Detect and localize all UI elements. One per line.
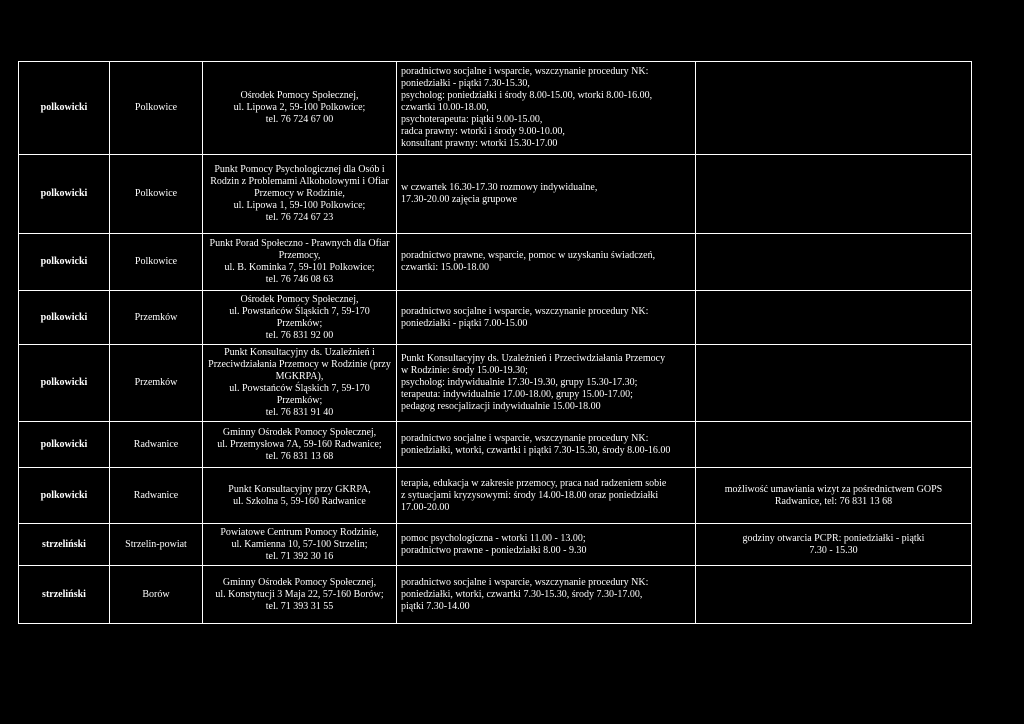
address-line: ul. Szkolna 5, 59-160 Radwanice bbox=[233, 495, 366, 507]
address-line: Ośrodek Pomocy Społecznej, bbox=[240, 293, 359, 305]
gmina-cell: Radwanice bbox=[110, 422, 203, 468]
offer-line: w Rodzinie: środy 15.00-19.30; bbox=[401, 365, 528, 376]
offer-line: poradnictwo socjalne i wsparcie, wszczynanie procedury NK: bbox=[401, 66, 649, 77]
gmina-cell: Przemków bbox=[110, 291, 203, 345]
table-row bbox=[19, 62, 972, 155]
gmina-cell: Polkowice bbox=[110, 234, 203, 291]
offer-line: poradnictwo prawne - poniedziałki 8.00 - 9.30 bbox=[401, 544, 587, 556]
offer-line: psychoterapeuta: piątki 9.00-15.00, bbox=[401, 114, 543, 125]
powiat-cell: polkowicki bbox=[19, 291, 110, 345]
offer-cell bbox=[397, 468, 696, 524]
offer-line: poradnictwo socjalne i wsparcie, wszczynanie procedury NK: bbox=[401, 305, 649, 317]
table-row bbox=[19, 524, 972, 566]
offer-line: konsultant prawny: wtorki 15.30-17.00 bbox=[401, 138, 558, 149]
address-line: tel. 76 831 92 00 bbox=[265, 329, 334, 341]
address-line: Powiatowe Centrum Pomocy Rodzinie, bbox=[220, 526, 379, 538]
address-cell bbox=[203, 234, 397, 291]
address-cell bbox=[203, 468, 397, 524]
address-cell bbox=[203, 291, 397, 345]
gmina-cell: Polkowice bbox=[110, 155, 203, 234]
offer-line: psycholog: poniedziałki i środy 8.00-15.00, wtorki 8.00-16.00, bbox=[401, 90, 653, 101]
powiat-cell: polkowicki bbox=[19, 155, 110, 234]
offer-cell bbox=[397, 422, 696, 468]
offer-line: poniedziałki - piątki 7.00-15.00 bbox=[401, 317, 528, 329]
powiat-cell: strzeliński bbox=[19, 524, 110, 566]
powiat-cell: polkowicki bbox=[19, 468, 110, 524]
notes-cell bbox=[696, 566, 972, 624]
notes-line: godziny otwarcia PCPR: poniedziałki - piątki bbox=[742, 532, 925, 544]
address-line: tel. 71 393 31 55 bbox=[265, 600, 334, 612]
offer-line: terapeuta: indywidualnie 17.00-18.00, grupy 15.00-17.00; bbox=[401, 389, 633, 400]
offer-line: poniedziałki, wtorki, czwartki 7.30-15.30, środy 7.30-17.00, bbox=[401, 588, 643, 600]
address-line: ul. B. Kominka 7, 59-101 Polkowice; bbox=[224, 262, 375, 273]
table-body bbox=[19, 62, 972, 624]
table-row bbox=[19, 345, 972, 422]
address-line: ul. Powstańców Śląskich 7, 59-170 Przemków; bbox=[229, 305, 370, 329]
offer-line: 17.00-20.00 bbox=[401, 501, 450, 513]
notes-cell bbox=[696, 422, 972, 468]
offer-line: poradnictwo socjalne i wsparcie, wszczynanie procedury NK: bbox=[401, 576, 649, 588]
address-line: ul. Lipowa 2, 59-100 Polkowice; bbox=[233, 102, 366, 113]
notes-line: Radwanice, tel: 76 831 13 68 bbox=[774, 495, 893, 507]
notes-cell bbox=[696, 524, 972, 566]
offer-line: pedagog resocjalizacji indywidualnie 15.00-18.00 bbox=[401, 401, 601, 412]
offer-line: czwartki 10.00-18.00, bbox=[401, 102, 489, 113]
offer-cell bbox=[397, 155, 696, 234]
address-line: Punkt Pomocy Psychologicznej dla Osób i Rodzin z Problemami Alkoholowymi i Ofiar Przemocy w Rodzinie, bbox=[210, 164, 389, 199]
table-row bbox=[19, 234, 972, 291]
table-row bbox=[19, 291, 972, 345]
address-line: tel. 71 392 30 16 bbox=[265, 550, 334, 562]
address-cell bbox=[203, 422, 397, 468]
help-points-table bbox=[18, 61, 972, 624]
address-line: tel. 76 724 67 23 bbox=[265, 212, 334, 223]
offer-line: poniedziałki, wtorki, czwartki i piątki 7.30-15.30, środy 8.00-16.00 bbox=[401, 444, 671, 456]
offer-line: czwartki: 15.00-18.00 bbox=[401, 262, 490, 273]
address-line: ul. Konstytucji 3 Maja 22, 57-160 Borów; bbox=[215, 588, 384, 600]
offer-line: radca prawny: wtorki i środy 9.00-10.00, bbox=[401, 126, 565, 137]
powiat-cell: polkowicki bbox=[19, 62, 110, 155]
offer-line: 17.30-20.00 zajęcia grupowe bbox=[401, 194, 518, 205]
address-line: tel. 76 831 91 40 bbox=[265, 407, 334, 418]
offer-line: Punkt Konsultacyjny ds. Uzależnień i Przeciwdziałania Przemocy bbox=[401, 353, 666, 364]
offer-cell bbox=[397, 524, 696, 566]
table-row bbox=[19, 566, 972, 624]
powiat-cell: polkowicki bbox=[19, 234, 110, 291]
offer-cell bbox=[397, 62, 696, 155]
notes-cell bbox=[696, 345, 972, 422]
address-line: tel. 76 831 13 68 bbox=[265, 450, 334, 462]
gmina-cell: Strzelin-powiat bbox=[110, 524, 203, 566]
notes-cell bbox=[696, 468, 972, 524]
table-row bbox=[19, 422, 972, 468]
address-line: Gminny Ośrodek Pomocy Społecznej, bbox=[222, 426, 377, 438]
powiat-cell: strzeliński bbox=[19, 566, 110, 624]
address-line: tel. 76 746 08 63 bbox=[265, 274, 334, 285]
offer-line: poradnictwo socjalne i wsparcie, wszczynanie procedury NK: bbox=[401, 432, 649, 444]
address-cell bbox=[203, 566, 397, 624]
gmina-cell: Polkowice bbox=[110, 62, 203, 155]
address-line: ul. Przemysłowa 7A, 59-160 Radwanice; bbox=[217, 438, 382, 450]
offer-line: pomoc psychologiczna - wtorki 11.00 - 13.00; bbox=[401, 532, 586, 544]
offer-line: piątki 7.30-14.00 bbox=[401, 600, 470, 612]
address-line: Punkt Konsultacyjny ds. Uzależnień i Przeciwdziałania Przemocy w Rodzinie (przy MGKRPA), bbox=[208, 347, 391, 382]
notes-cell bbox=[696, 291, 972, 345]
address-cell bbox=[203, 62, 397, 155]
address-line: ul. Lipowa 1, 59-100 Polkowice; bbox=[233, 200, 366, 211]
address-line: Gminny Ośrodek Pomocy Społecznej, bbox=[222, 576, 377, 588]
gmina-cell: Radwanice bbox=[110, 468, 203, 524]
address-cell bbox=[203, 155, 397, 234]
notes-cell bbox=[696, 234, 972, 291]
offer-cell bbox=[397, 345, 696, 422]
offer-line: poniedziałki - piątki 7.30-15.30, bbox=[401, 78, 530, 89]
table-row bbox=[19, 155, 972, 234]
address-cell bbox=[203, 345, 397, 422]
address-line: ul. Powstańców Śląskich 7, 59-170 Przemków; bbox=[229, 383, 370, 406]
offer-cell bbox=[397, 234, 696, 291]
offer-line: w czwartek 16.30-17.30 rozmowy indywidualne, bbox=[401, 182, 598, 193]
address-line: Punkt Porad Społeczno - Prawnych dla Ofiar Przemocy, bbox=[209, 238, 390, 261]
powiat-cell: polkowicki bbox=[19, 422, 110, 468]
offer-line: terapia, edukacja w zakresie przemocy, praca nad radzeniem sobie bbox=[401, 477, 667, 489]
offer-line: poradnictwo prawne, wsparcie, pomoc w uzyskaniu świadczeń, bbox=[401, 250, 656, 261]
address-cell bbox=[203, 524, 397, 566]
address-line: Ośrodek Pomocy Społecznej, bbox=[240, 90, 359, 101]
offer-cell bbox=[397, 566, 696, 624]
address-line: tel. 76 724 67 00 bbox=[265, 114, 334, 125]
table-row bbox=[19, 468, 972, 524]
address-line: ul. Kamienna 10, 57-100 Strzelin; bbox=[231, 538, 368, 550]
offer-cell bbox=[397, 291, 696, 345]
offer-line: psycholog: indywidualnie 17.30-19.30, grupy 15.30-17.30; bbox=[401, 377, 638, 388]
powiat-cell: polkowicki bbox=[19, 345, 110, 422]
gmina-cell: Borów bbox=[110, 566, 203, 624]
notes-line: możliwość umawiania wizyt za pośrednictwem GOPS bbox=[724, 483, 943, 495]
notes-cell bbox=[696, 155, 972, 234]
address-line: Punkt Konsultacyjny przy GKRPA, bbox=[228, 483, 371, 495]
notes-line: 7.30 - 15.30 bbox=[809, 544, 858, 556]
notes-cell bbox=[696, 62, 972, 155]
gmina-cell: Przemków bbox=[110, 345, 203, 422]
offer-line: z sytuacjami kryzysowymi: środy 14.00-18.00 oraz poniedziałki bbox=[401, 489, 659, 501]
